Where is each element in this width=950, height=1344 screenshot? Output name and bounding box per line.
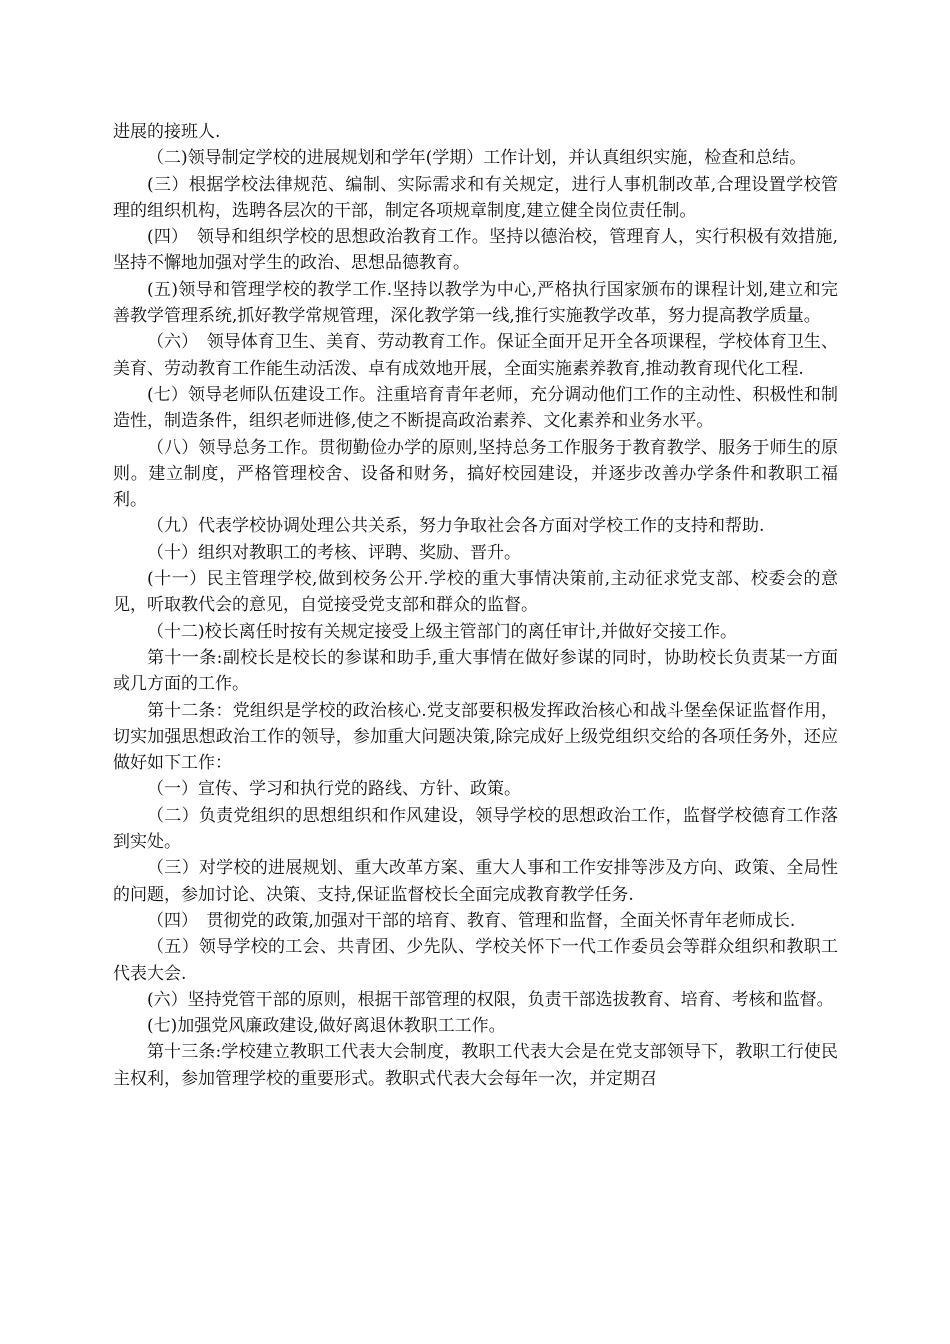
paragraph: (三）根据学校法律规范、编制、实际需求和有关规定，进行人事机制改革,合理设置学校管理的组织机构，选聘各层次的干部，制定各项规章制度,建立健全岗位责任制。 xyxy=(113,174,838,221)
paragraph: (十一）民主管理学校,做到校务公开.学校的重大事情决策前,主动征求党支部、校委会的意见，听取教代会的意见，自觉接受党支部和群众的监督。 xyxy=(113,569,838,616)
paragraph: (五)领导和管理学校的教学工作.坚持以教学为中心,严格执行国家颁布的课程计划,建立和完善教学管理系统,抓好教学常规管理，深化教学第一线,推行实施教学改革，努力提高教学质量。 xyxy=(113,279,838,327)
paragraph: (七）领导老师队伍建设工作。注重培育青年老师，充分调动他们工作的主动性、积极性和制造性，制造条件，组织老师进修,使之不断提高政治素养、文化素养和业务水平。 xyxy=(113,384,838,432)
paragraph: （五）领导学校的工会、共青团、少先队、学校关怀下一代工作委员会等群众组织和教职工代表大会. xyxy=(113,937,838,984)
paragraph: （六） 领导体育卫生、美育、劳动教育工作。保证全面开足开全各项课程，学校体育卫生、美育、劳动教育工作能生动活泼、卓有成效地开展，全面实施素养教育,推动教育现代化工程. xyxy=(113,332,838,379)
paragraph: （一）宣传、学习和执行党的路线、方针、政策。 xyxy=(147,779,521,800)
document-body xyxy=(113,119,838,1092)
paragraph: (六）坚持党管干部的原则，根据干部管理的权限，负责干部选拔教育、培育、考核和监督。 xyxy=(147,989,834,1010)
paragraph: （三）对学校的进展规划、重大改革方案、重大人事和工作安排等涉及方向、政策、全局性的问题，参加讨论、决策、支持,保证监督校长全面完成教育教学任务. xyxy=(113,858,838,905)
paragraph: （二)领导制定学校的进展规划和学年(学期）工作计划，并认真组织实施，检查和总结。 xyxy=(147,148,807,169)
paragraph: 第十三条:学校建立教职工代表大会制度，教职工代表大会是在党支部领导下，教职工行使民主权利，参加管理学校的重要形式。教职式代表大会每年一次，并定期召 xyxy=(113,1042,838,1089)
paragraph: （九）代表学校协调处理公共关系，努力争取社会各方面对学校工作的支持和帮助. xyxy=(147,516,765,537)
paragraph: （十）组织对教职工的考核、评聘、奖励、晋升。 xyxy=(147,542,521,563)
paragraph: （八）领导总务工作。贯彻勤俭办学的原则,坚持总务工作服务于教育教学、服务于师生的原则。建立制度，严格管理校舍、设备和财务，搞好校园建设，并逐步改善办学条件和教职工福利。 xyxy=(113,437,838,511)
paragraph: (四） 领导和组织学校的思想政治教育工作。坚持以德治校，管理育人，实行积极有效措施,坚持不懈地加强对学生的政治、思想品德教育。 xyxy=(113,227,838,274)
paragraph: 进展的接班人. xyxy=(113,122,221,142)
paragraph: 第十二条：党组织是学校的政治核心.党支部要积极发挥政治核心和战斗堡垒保证监督作用，切实加强思想政治工作的领导，参加重大问题决策,除完成好上级党组织交给的各项任务外，还应做好如下工作： xyxy=(113,700,838,774)
paragraph: （二）负责党组织的思想组织和作风建设，领导学校的思想政治工作，监督学校德育工作落到实处。 xyxy=(113,805,838,853)
paragraph: (七)加强党风廉政建设,做好离退休教职工工作。 xyxy=(147,1016,506,1037)
paragraph: （四） 贯彻党的政策,加强对干部的培育、教育、管理和监督，全面关怀青年老师成长. xyxy=(147,910,796,931)
paragraph: 第十一条:副校长是校长的参谋和助手,重大事情在做好参谋的同时，协助校长负责某一方面或几方面的工作。 xyxy=(113,647,838,695)
paragraph: （十二)校长离任时按有关规定接受上级主管部门的离任审计,并做好交接工作。 xyxy=(147,621,738,642)
